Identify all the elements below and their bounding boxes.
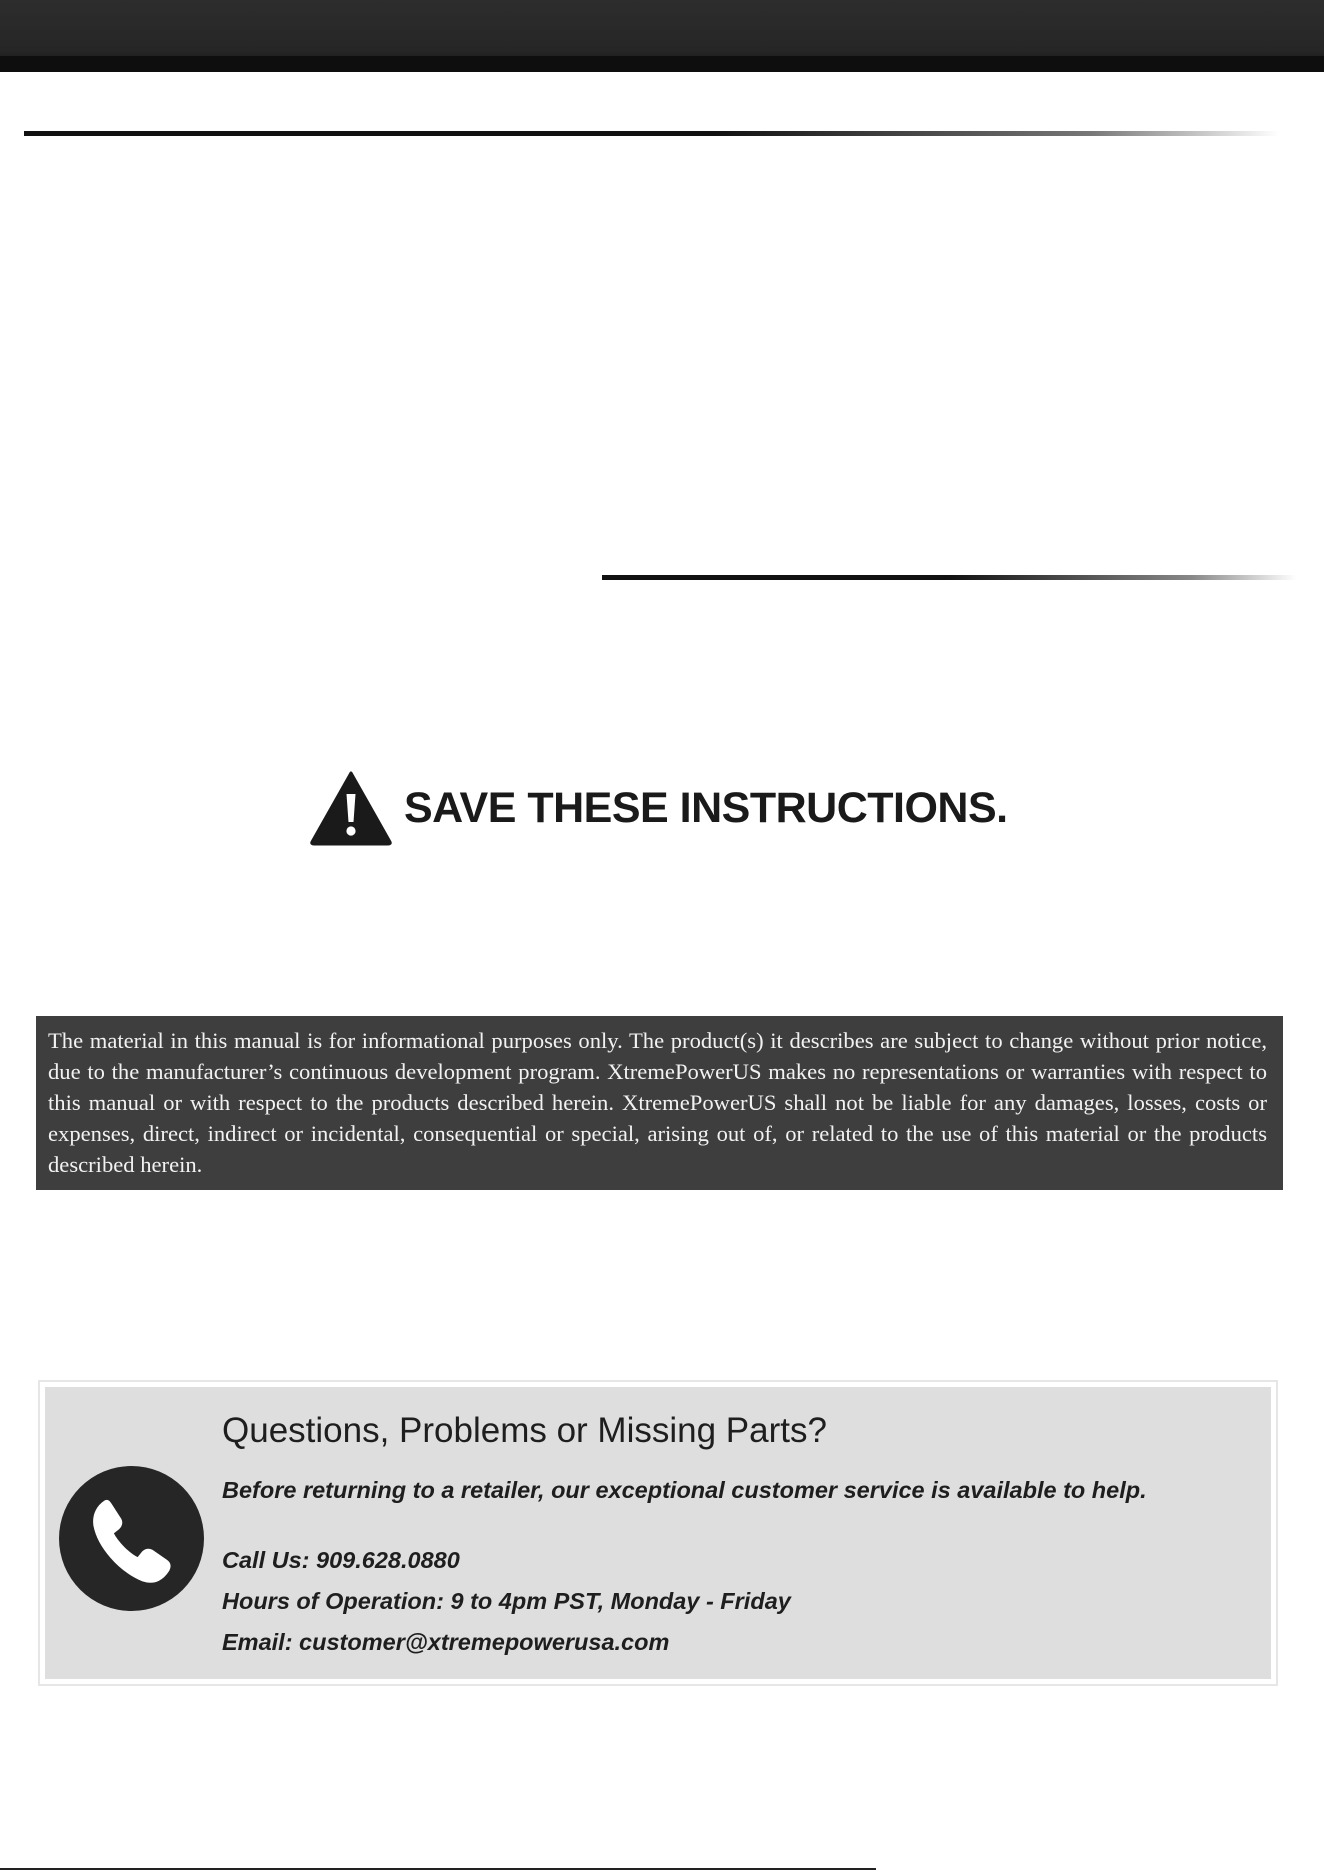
contact-title: Questions, Problems or Missing Parts? [222,1411,827,1450]
save-instructions-text: SAVE THESE INSTRUCTIONS. [404,783,1008,832]
contact-subtitle: Before returning to a retailer, our exceptional customer service is available to help. [222,1477,1147,1503]
contact-email[interactable]: Email: customer@xtremepowerusa.com [222,1629,670,1655]
contact-panel [45,1387,1271,1679]
contact-hours: Hours of Operation: 9 to 4pm PST, Monday - Friday [222,1588,791,1614]
disclaimer-box [36,1016,1283,1190]
phone-handset-icon [59,1466,204,1611]
top-divider [24,131,1279,136]
bottom-divider [0,1868,876,1870]
save-instructions-banner [310,770,1008,846]
middle-divider [602,575,1296,580]
header-bar-edge [0,56,1324,72]
contact-box [38,1380,1278,1686]
disclaimer-text: The material in this manual is for informational purposes only. The product(s) it describes are subject to change without prior notice, due to the manufacturer’s continuous development program. XtremePowerUS makes no representations or warranties with respect to this manual or with respect to the products described herein. XtremePowerUS shall not be liable for any damages, losses, costs or expenses, direct, indirect or incidental, consequential or special, arising out of, or related to the use of this material or the products described herein. [48,1028,1267,1177]
phone-icon [59,1466,204,1611]
header-bar [0,0,1324,72]
contact-phone[interactable]: Call Us: 909.628.0880 [222,1547,460,1573]
warning-triangle-icon [310,770,392,846]
